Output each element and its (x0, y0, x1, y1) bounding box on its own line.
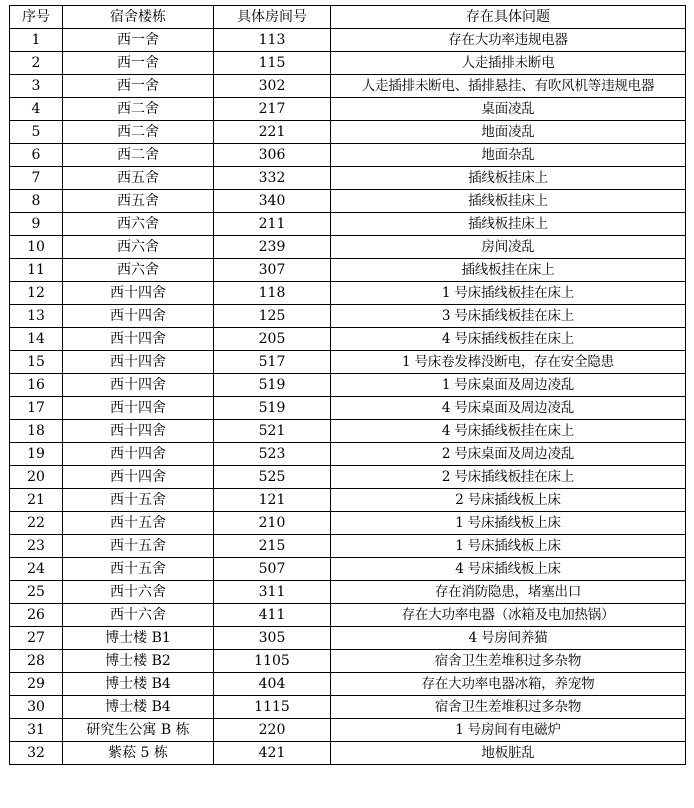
cell-building: 西十四舍 (63, 466, 214, 489)
table-row (10, 719, 686, 742)
table-row (10, 328, 686, 351)
table-row (10, 236, 686, 259)
cell-number: 5 (10, 121, 63, 144)
cell-building: 紫菘 5 栋 (63, 742, 214, 765)
cell-room: 121 (214, 489, 331, 512)
cell-issue: 宿舍卫生差堆积过多杂物 (331, 696, 686, 719)
header-issue: 存在具体问题 (331, 6, 686, 29)
cell-building: 西十四舍 (63, 420, 214, 443)
cell-room: 211 (214, 213, 331, 236)
cell-room: 306 (214, 144, 331, 167)
cell-number: 25 (10, 581, 63, 604)
cell-building: 西十六舍 (63, 604, 214, 627)
table-header (10, 6, 686, 29)
table-row (10, 627, 686, 650)
table-row (10, 650, 686, 673)
cell-building: 西六舍 (63, 259, 214, 282)
cell-building: 西十四舍 (63, 397, 214, 420)
cell-room: 523 (214, 443, 331, 466)
cell-building: 西二舍 (63, 98, 214, 121)
cell-room: 302 (214, 75, 331, 98)
table-row (10, 489, 686, 512)
cell-issue: 存在消防隐患，堵塞出口 (331, 581, 686, 604)
table-row (10, 213, 686, 236)
cell-room: 340 (214, 190, 331, 213)
cell-building: 西六舍 (63, 236, 214, 259)
cell-issue: 4 号床插线板挂在床上 (331, 420, 686, 443)
cell-number: 22 (10, 512, 63, 535)
table-row (10, 75, 686, 98)
cell-room: 1105 (214, 650, 331, 673)
cell-number: 32 (10, 742, 63, 765)
cell-room: 125 (214, 305, 331, 328)
table-row (10, 282, 686, 305)
table-row (10, 581, 686, 604)
cell-building: 西十四舍 (63, 328, 214, 351)
cell-number: 28 (10, 650, 63, 673)
cell-number: 24 (10, 558, 63, 581)
cell-number: 21 (10, 489, 63, 512)
cell-number: 23 (10, 535, 63, 558)
cell-building: 西十五舍 (63, 558, 214, 581)
header-number: 序号 (10, 6, 63, 29)
cell-number: 14 (10, 328, 63, 351)
cell-building: 博士楼 B2 (63, 650, 214, 673)
cell-issue: 4 号床插线板挂在床上 (331, 328, 686, 351)
cell-number: 7 (10, 167, 63, 190)
cell-building: 西一舍 (63, 29, 214, 52)
cell-number: 17 (10, 397, 63, 420)
cell-number: 20 (10, 466, 63, 489)
cell-room: 305 (214, 627, 331, 650)
cell-building: 研究生公寓 B 栋 (63, 719, 214, 742)
cell-number: 4 (10, 98, 63, 121)
table-row (10, 305, 686, 328)
cell-building: 西十五舍 (63, 535, 214, 558)
cell-number: 2 (10, 52, 63, 75)
cell-issue: 存在大功率违规电器 (331, 29, 686, 52)
cell-room: 115 (214, 52, 331, 75)
table-row (10, 121, 686, 144)
table-row (10, 535, 686, 558)
cell-issue: 2 号床插线板上床 (331, 489, 686, 512)
cell-room: 519 (214, 397, 331, 420)
cell-building: 西十四舍 (63, 443, 214, 466)
cell-building: 西一舍 (63, 75, 214, 98)
cell-room: 210 (214, 512, 331, 535)
table-body (10, 29, 686, 765)
table-row (10, 374, 686, 397)
cell-issue: 桌面凌乱 (331, 98, 686, 121)
table-row (10, 673, 686, 696)
cell-building: 博士楼 B1 (63, 627, 214, 650)
cell-number: 18 (10, 420, 63, 443)
cell-number: 16 (10, 374, 63, 397)
cell-room: 205 (214, 328, 331, 351)
header-room: 具体房间号 (214, 6, 331, 29)
table-row (10, 259, 686, 282)
cell-building: 西十四舍 (63, 282, 214, 305)
table-row (10, 420, 686, 443)
cell-issue: 插线板挂在床上 (331, 259, 686, 282)
cell-building: 西五舍 (63, 190, 214, 213)
table-row (10, 512, 686, 535)
cell-room: 421 (214, 742, 331, 765)
cell-building: 西二舍 (63, 121, 214, 144)
cell-building: 西六舍 (63, 213, 214, 236)
cell-number: 1 (10, 29, 63, 52)
cell-issue: 地面杂乱 (331, 144, 686, 167)
table-row (10, 696, 686, 719)
table-row (10, 351, 686, 374)
cell-building: 西十四舍 (63, 351, 214, 374)
table-row (10, 604, 686, 627)
cell-room: 221 (214, 121, 331, 144)
inspection-table (9, 5, 686, 765)
cell-issue: 4 号床桌面及周边凌乱 (331, 397, 686, 420)
table-row (10, 466, 686, 489)
cell-number: 31 (10, 719, 63, 742)
cell-building: 西五舍 (63, 167, 214, 190)
cell-room: 118 (214, 282, 331, 305)
cell-room: 517 (214, 351, 331, 374)
cell-issue: 4 号房间养猫 (331, 627, 686, 650)
cell-issue: 2 号床桌面及周边凌乱 (331, 443, 686, 466)
cell-room: 411 (214, 604, 331, 627)
header-building: 宿舍楼栋 (63, 6, 214, 29)
cell-room: 404 (214, 673, 331, 696)
cell-number: 29 (10, 673, 63, 696)
cell-number: 13 (10, 305, 63, 328)
table-row (10, 98, 686, 121)
cell-number: 15 (10, 351, 63, 374)
cell-issue: 1 号床插线板挂在床上 (331, 282, 686, 305)
cell-number: 30 (10, 696, 63, 719)
cell-building: 博士楼 B4 (63, 696, 214, 719)
table-row (10, 52, 686, 75)
table-row (10, 443, 686, 466)
cell-room: 311 (214, 581, 331, 604)
cell-room: 217 (214, 98, 331, 121)
cell-room: 307 (214, 259, 331, 282)
cell-room: 507 (214, 558, 331, 581)
cell-building: 西一舍 (63, 52, 214, 75)
cell-room: 519 (214, 374, 331, 397)
table-row (10, 742, 686, 765)
cell-issue: 4 号床插线板上床 (331, 558, 686, 581)
cell-issue: 1 号房间有电磁炉 (331, 719, 686, 742)
table-row (10, 397, 686, 420)
cell-issue: 地板脏乱 (331, 742, 686, 765)
cell-issue: 房间凌乱 (331, 236, 686, 259)
cell-issue: 存在大功率电器冰箱，养宠物 (331, 673, 686, 696)
cell-number: 27 (10, 627, 63, 650)
cell-building: 博士楼 B4 (63, 673, 214, 696)
cell-issue: 插线板挂床上 (331, 167, 686, 190)
cell-room: 521 (214, 420, 331, 443)
header-row (10, 6, 686, 29)
table-row (10, 190, 686, 213)
document-page (9, 5, 686, 765)
cell-building: 西十四舍 (63, 305, 214, 328)
cell-issue: 1 号床卷发棒没断电，存在安全隐患 (331, 351, 686, 374)
cell-issue: 存在大功率电器（冰箱及电加热锅） (331, 604, 686, 627)
cell-number: 19 (10, 443, 63, 466)
cell-number: 8 (10, 190, 63, 213)
cell-issue: 3 号床插线板挂在床上 (331, 305, 686, 328)
cell-room: 215 (214, 535, 331, 558)
cell-room: 239 (214, 236, 331, 259)
cell-issue: 人走插排未断电、插排悬挂、有吹风机等违规电器 (331, 75, 686, 98)
cell-issue: 2 号床插线板挂在床上 (331, 466, 686, 489)
cell-number: 3 (10, 75, 63, 98)
table-row (10, 29, 686, 52)
cell-issue: 1 号床插线板上床 (331, 535, 686, 558)
cell-building: 西二舍 (63, 144, 214, 167)
cell-building: 西十五舍 (63, 512, 214, 535)
cell-issue: 1 号床插线板上床 (331, 512, 686, 535)
cell-number: 12 (10, 282, 63, 305)
cell-room: 220 (214, 719, 331, 742)
cell-room: 525 (214, 466, 331, 489)
cell-issue: 1 号床桌面及周边凌乱 (331, 374, 686, 397)
cell-number: 11 (10, 259, 63, 282)
cell-issue: 地面凌乱 (331, 121, 686, 144)
cell-issue: 插线板挂床上 (331, 213, 686, 236)
cell-number: 6 (10, 144, 63, 167)
cell-number: 26 (10, 604, 63, 627)
cell-number: 9 (10, 213, 63, 236)
cell-building: 西十六舍 (63, 581, 214, 604)
cell-room: 1115 (214, 696, 331, 719)
cell-room: 332 (214, 167, 331, 190)
cell-issue: 宿舍卫生差堆积过多杂物 (331, 650, 686, 673)
cell-number: 10 (10, 236, 63, 259)
cell-issue: 插线板挂床上 (331, 190, 686, 213)
table-row (10, 558, 686, 581)
cell-issue: 人走插排未断电 (331, 52, 686, 75)
cell-building: 西十四舍 (63, 374, 214, 397)
cell-room: 113 (214, 29, 331, 52)
table-row (10, 144, 686, 167)
table-row (10, 167, 686, 190)
cell-building: 西十五舍 (63, 489, 214, 512)
